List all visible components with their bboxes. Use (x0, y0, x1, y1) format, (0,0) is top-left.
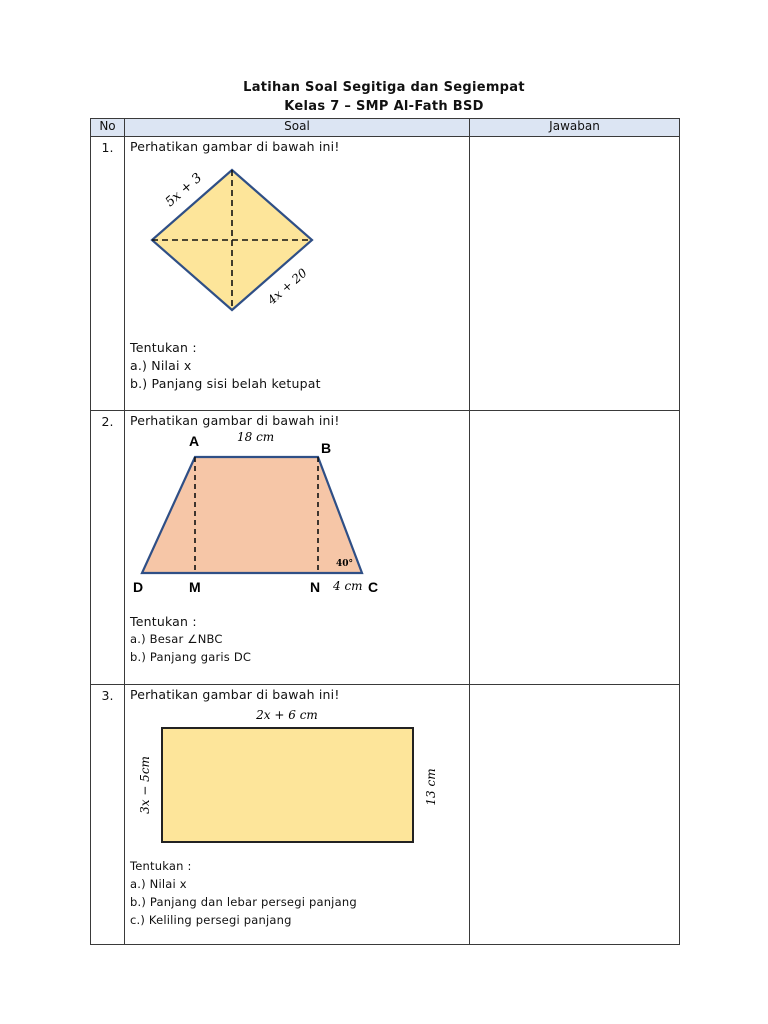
table-row (91, 137, 680, 411)
question-number: 1. (91, 137, 125, 411)
question-prompt: Perhatikan gambar di bawah ini! (130, 413, 340, 428)
answer-cell[interactable] (470, 137, 680, 411)
left-length-label: 3x − 5cm (138, 756, 152, 814)
task-item: b.) Panjang dan lebar persegi panjang (130, 895, 357, 909)
table-header-row (91, 119, 680, 137)
task-item: a.) Besar ∠NBC (130, 632, 223, 646)
side-label-bottom-right: 4x + 20 (264, 265, 310, 308)
top-length-label: 2x + 6 cm (256, 708, 318, 722)
header-no: No (91, 119, 125, 137)
right-length-label: 13 cm (424, 768, 438, 806)
question-prompt: Perhatikan gambar di bawah ini! (130, 139, 340, 154)
rectangle-shape (162, 728, 413, 842)
answer-cell[interactable] (470, 411, 680, 685)
question-number: 2. (91, 411, 125, 685)
nc-length-label: 4 cm (333, 579, 363, 593)
question-table (90, 118, 680, 945)
point-n-label: N (310, 579, 321, 595)
task-item: a.) Nilai x (130, 358, 192, 373)
table-row (91, 685, 680, 945)
side-label-top-left: 5x + 3 (162, 170, 206, 211)
question-prompt: Perhatikan gambar di bawah ini! (130, 687, 340, 702)
question-number: 3. (91, 685, 125, 945)
vertex-c-label: C (368, 579, 379, 595)
worksheet-title: Latihan Soal Segitiga dan Segiempat (243, 80, 525, 95)
trapezoid-shape (142, 457, 362, 573)
angle-label: 40° (336, 559, 354, 569)
answer-cell[interactable] (470, 685, 680, 945)
point-m-label: M (189, 579, 201, 595)
question-cell (125, 137, 470, 411)
task-title: Tentukan : (130, 614, 197, 629)
header-jawaban: Jawaban (470, 119, 680, 137)
question-cell (125, 411, 470, 685)
header-soal: Soal (125, 119, 470, 137)
task-title: Tentukan : (130, 340, 197, 355)
worksheet-subtitle: Kelas 7 – SMP Al-Fath BSD (284, 99, 484, 114)
table-row (91, 411, 680, 685)
task-item: c.) Keliling persegi panjang (130, 913, 292, 927)
vertex-d-label: D (133, 579, 144, 595)
task-item: b.) Panjang garis DC (130, 650, 252, 664)
task-item: a.) Nilai x (130, 877, 187, 891)
question-cell (125, 685, 470, 945)
top-length-label: 18 cm (237, 430, 275, 444)
vertex-b-label: B (321, 440, 332, 456)
task-title: Tentukan : (130, 859, 192, 873)
task-item: b.) Panjang sisi belah ketupat (130, 376, 321, 391)
vertex-a-label: A (189, 433, 200, 449)
